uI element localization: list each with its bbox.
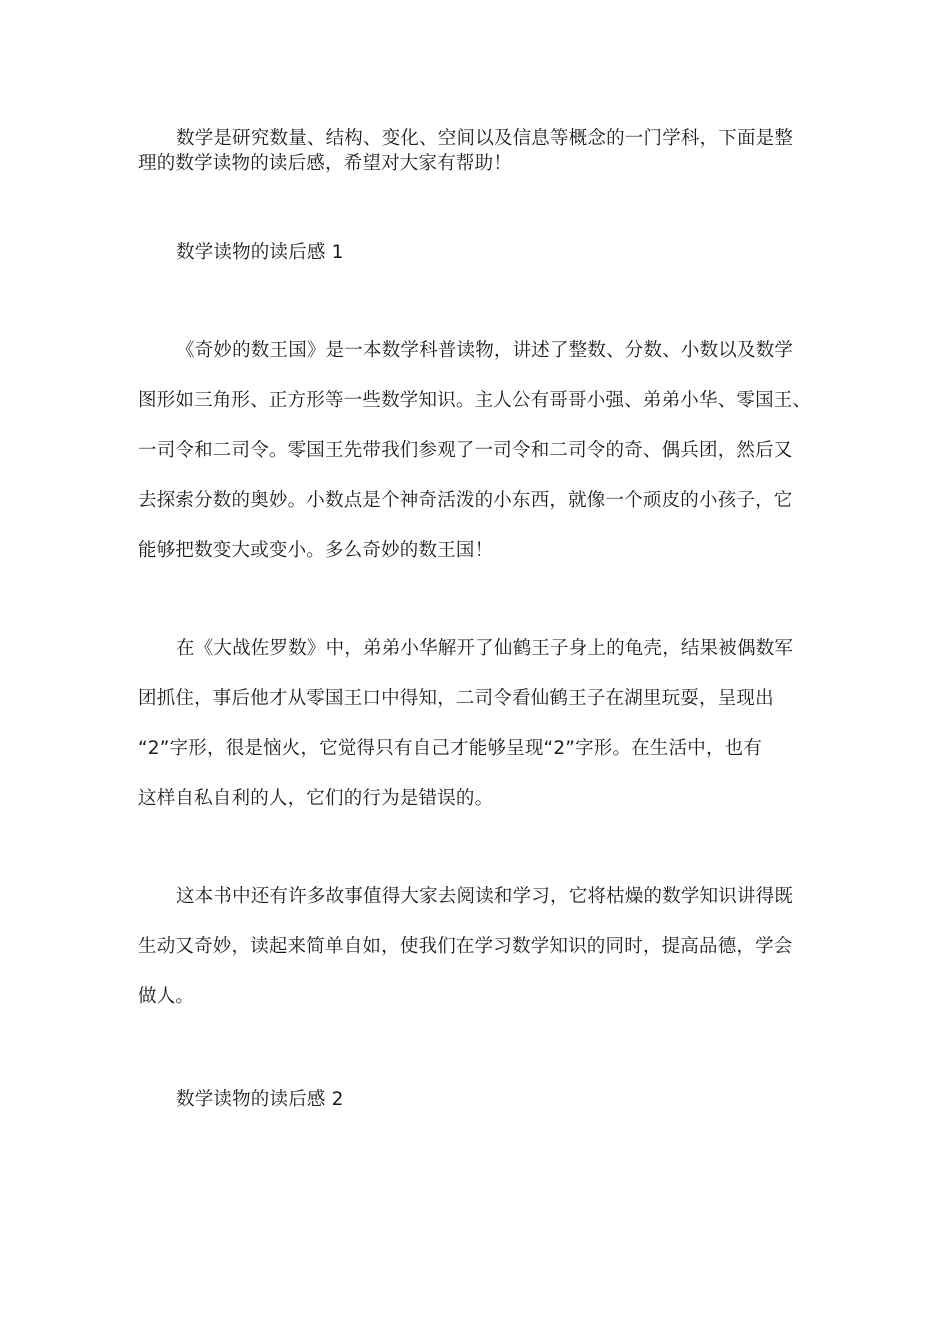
paragraph-2-line-4: 这样自私自利的人，它们的行为是错误的。 — [138, 788, 494, 809]
paragraph-3-line-3: 做人。 — [138, 986, 195, 1007]
paragraph-2-line-1: 在《大战佐罗数》中，弟弟小华解开了仙鹤王子身上的龟壳，结果被偶数军 — [176, 638, 794, 659]
paragraph-3-line-2: 生动又奇妙，读起来简单自如，使我们在学习数学知识的同时，提高品德，学会 — [138, 936, 793, 957]
section-heading-2: 数学读物的读后感 2 — [176, 1089, 344, 1110]
paragraph-2-line-2: 团抓住，事后他才从零国王口中得知，二司令看仙鹤王子在湖里玩耍，呈现出 — [138, 688, 774, 709]
paragraph-1-line-5: 能够把数变大或变小。多么奇妙的数王国！ — [138, 540, 494, 561]
paragraph-1-line-2: 图形如三角形、正方形等一些数学知识。主人公有哥哥小强、弟弟小华、零国王、 — [138, 390, 812, 411]
intro-line-2: 理的数学读物的读后感，希望对大家有帮助！ — [138, 153, 513, 174]
intro-line-1: 数学是研究数量、结构、变化、空间以及信息等概念的一门学科，下面是整 — [176, 128, 794, 149]
paragraph-3-line-1: 这本书中还有许多故事值得大家去阅读和学习，它将枯燥的数学知识讲得既 — [176, 886, 794, 907]
paragraph-2-line-3: “2”字形，很是恼火，它觉得只有自己才能够呈现“2”字形。在生活中，也有 — [138, 738, 763, 759]
paragraph-1-line-1: 《奇妙的数王国》是一本数学科普读物，讲述了整数、分数、小数以及数学 — [176, 340, 794, 361]
paragraph-1-line-4: 去探索分数的奥妙。小数点是个神奇活泼的小东西，就像一个顽皮的小孩子，它 — [138, 490, 793, 511]
section-heading-1: 数学读物的读后感 1 — [176, 242, 344, 263]
paragraph-1-line-3: 一司令和二司令。零国王先带我们参观了一司令和二司令的奇、偶兵团，然后又 — [138, 440, 793, 461]
